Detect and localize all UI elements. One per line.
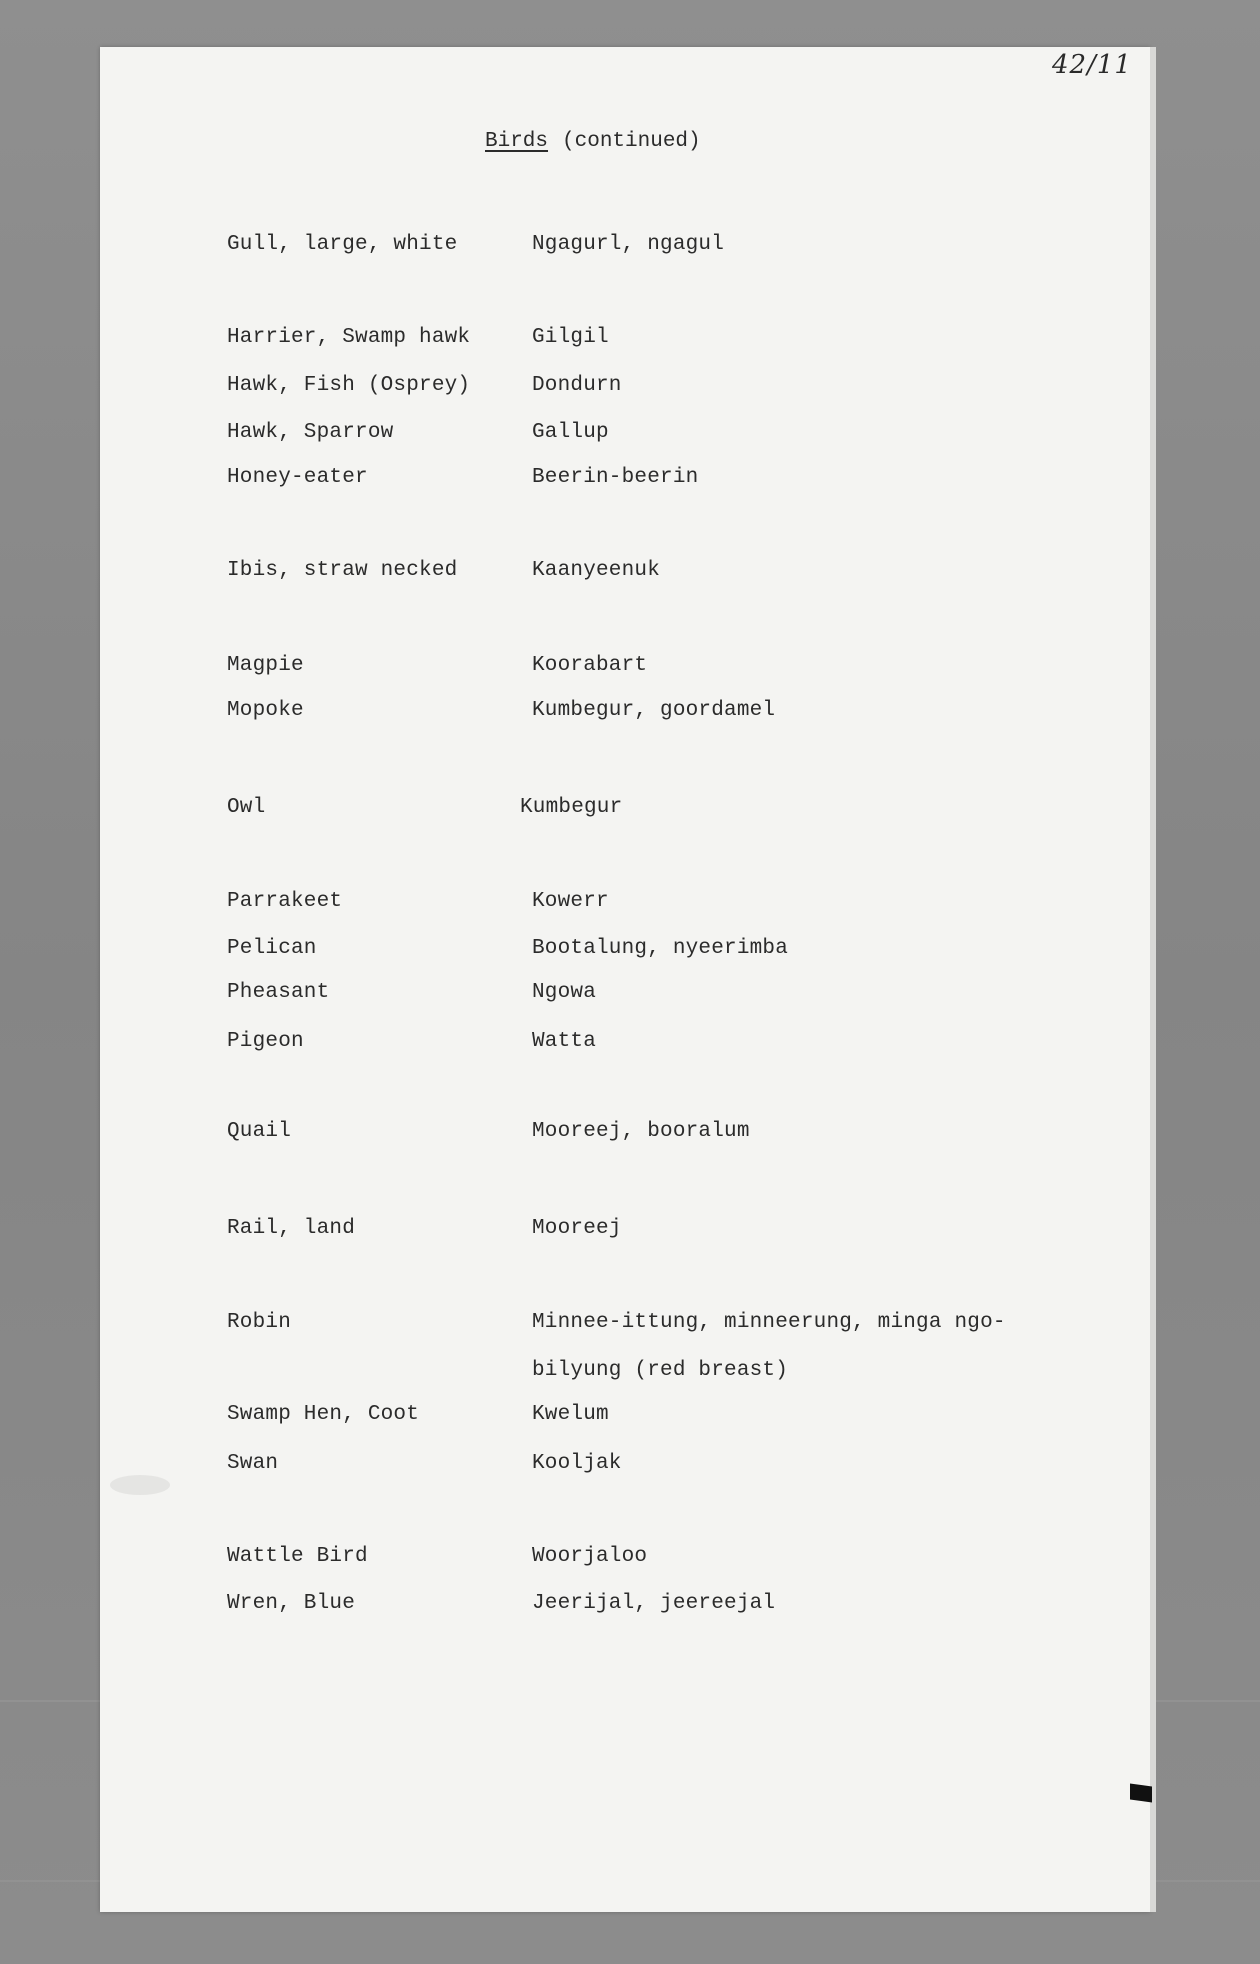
entry-aboriginal: Woorjaloo (532, 1545, 648, 1568)
entry-english: Magpie (227, 654, 304, 677)
entry-english: Quail (227, 1120, 292, 1143)
entry-aboriginal: Watta (532, 1030, 597, 1053)
page-title-row (485, 130, 701, 153)
entry-aboriginal: Kwelum (532, 1403, 609, 1426)
entry-english: Pelican (227, 937, 317, 960)
page-title: Birds (485, 130, 549, 153)
paper-smudge (110, 1475, 170, 1495)
entry-english: Owl (227, 796, 266, 819)
entry-aboriginal: Gilgil (532, 326, 609, 349)
entry-english: Honey-eater (227, 466, 368, 489)
page-edge (1150, 47, 1156, 1912)
entry-english: Hawk, Sparrow (227, 421, 394, 444)
entry-aboriginal: Kooljak (532, 1452, 622, 1475)
entry-english: Harrier, Swamp hawk (227, 326, 471, 349)
entry-english: Wren, Blue (227, 1592, 356, 1615)
entry-english: Wattle Bird (227, 1545, 368, 1568)
entry-aboriginal-continued: bilyung (red breast) (532, 1359, 789, 1382)
page-tab-mark (1130, 1783, 1152, 1802)
entry-aboriginal: Dondurn (532, 374, 622, 397)
entry-aboriginal: Mooreej (532, 1217, 622, 1240)
entry-english: Hawk, Fish (Osprey) (227, 374, 471, 397)
entry-aboriginal: Kumbegur, goordamel (532, 699, 776, 722)
page-subtitle: (continued) (562, 130, 701, 153)
entry-aboriginal: Koorabart (532, 654, 648, 677)
entry-aboriginal: Bootalung, nyeerimba (532, 937, 789, 960)
entry-english: Robin (227, 1311, 292, 1334)
entry-aboriginal: Gallup (532, 421, 609, 444)
entry-aboriginal: Mooreej, booralum (532, 1120, 750, 1143)
entry-english: Mopoke (227, 699, 304, 722)
entry-english: Pigeon (227, 1030, 304, 1053)
entry-aboriginal: Ngagurl, ngagul (532, 233, 725, 256)
entry-aboriginal: Kowerr (532, 890, 609, 913)
entry-english: Ibis, straw necked (227, 559, 458, 582)
entry-aboriginal: Ngowa (532, 981, 597, 1004)
entry-english: Swamp Hen, Coot (227, 1403, 420, 1426)
entry-english: Swan (227, 1452, 279, 1475)
entry-aboriginal: Beerin-beerin (532, 466, 699, 489)
entry-aboriginal: Jeerijal, jeereejal (532, 1592, 776, 1615)
entry-english: Parrakeet (227, 890, 343, 913)
page-number: 42/11 (1052, 50, 1132, 80)
entry-aboriginal: Kaanyeenuk (532, 559, 661, 582)
entry-aboriginal: Kumbegur (520, 796, 623, 819)
entry-english: Pheasant (227, 981, 330, 1004)
entry-english: Rail, land (227, 1217, 356, 1240)
entry-english: Gull, large, white (227, 233, 458, 256)
entry-aboriginal: Minnee-ittung, minneerung, minga ngo- (532, 1311, 1006, 1334)
